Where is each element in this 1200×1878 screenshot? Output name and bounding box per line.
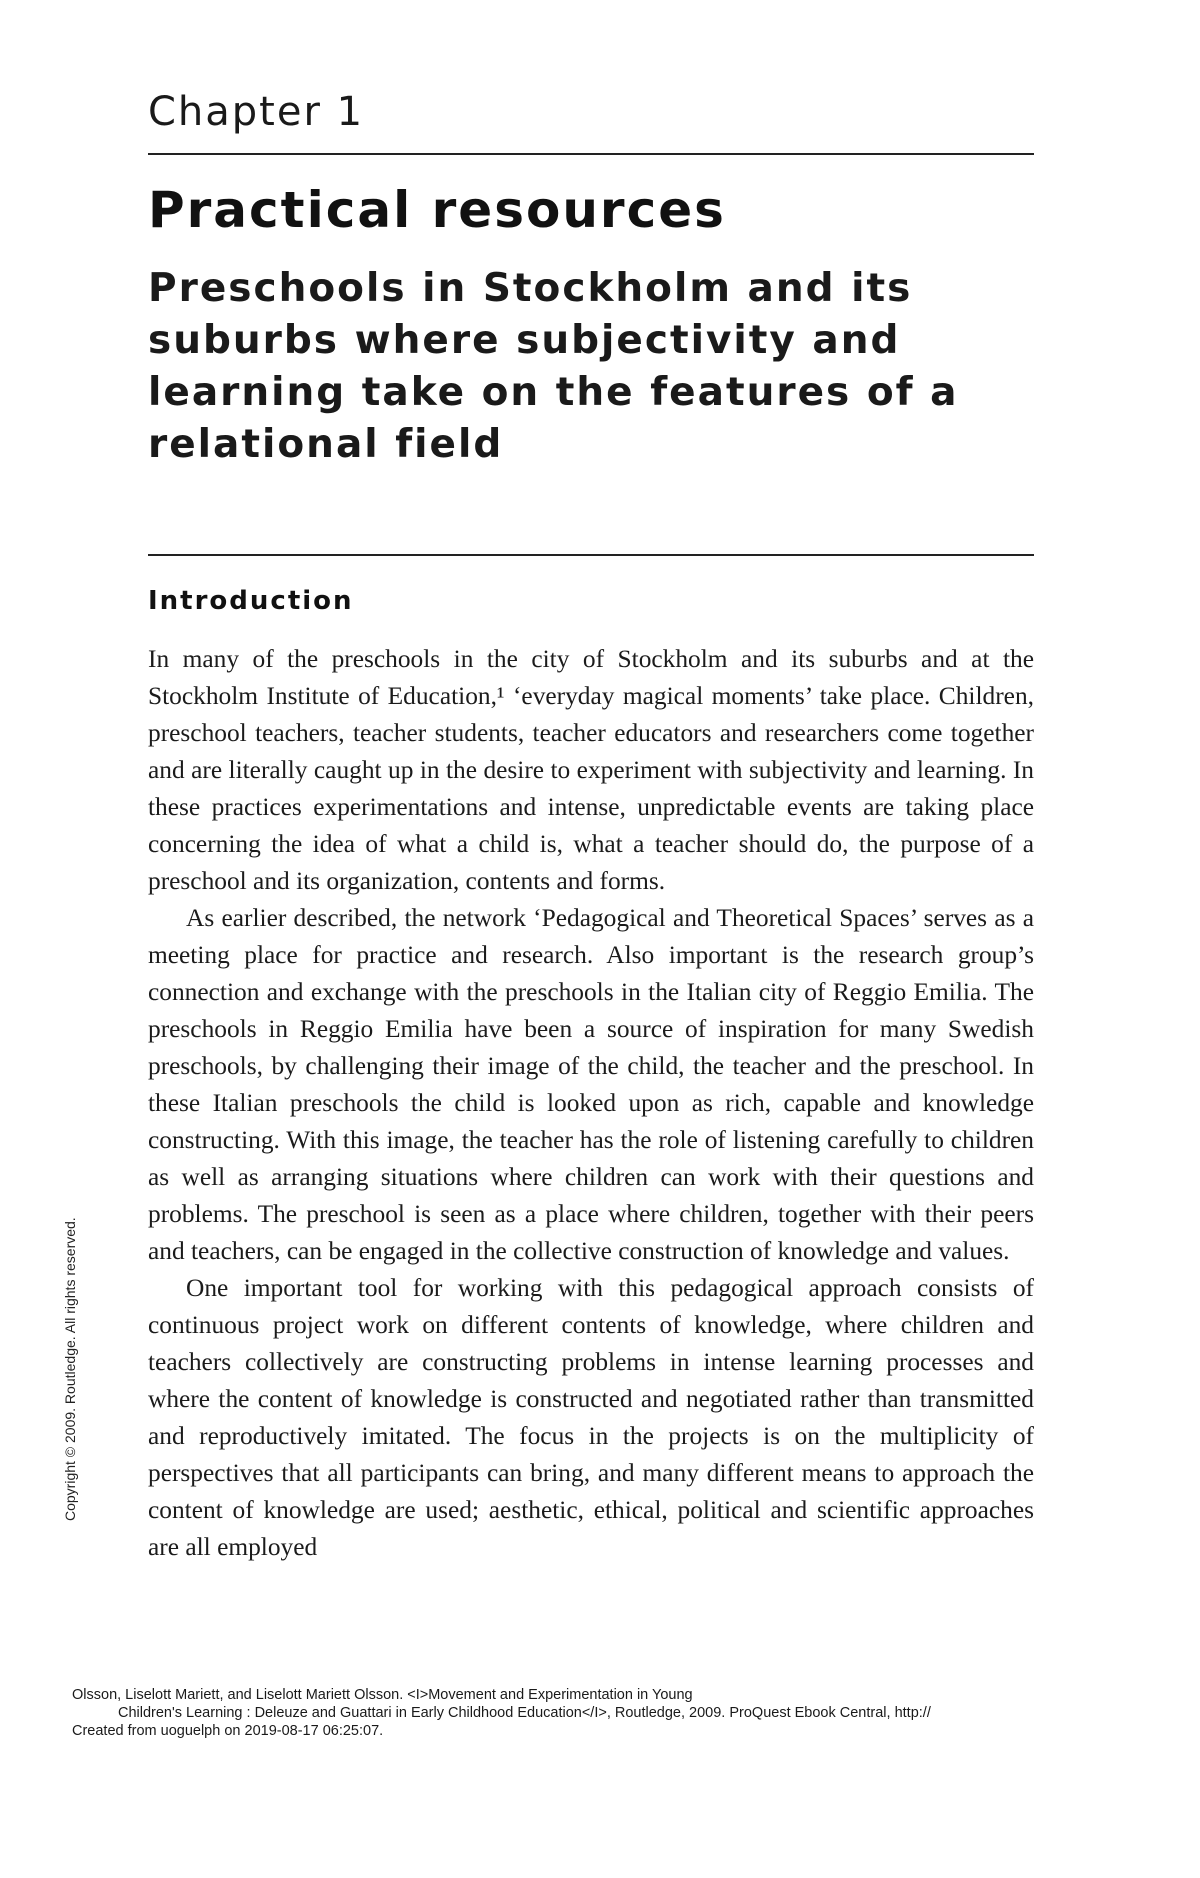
citation-footer xyxy=(72,1686,1182,1740)
body-text xyxy=(148,641,1034,1566)
top-rule xyxy=(148,153,1034,155)
section-heading: Introduction xyxy=(148,586,354,616)
paragraph: In many of the preschools in the city of Stockholm and its suburbs and at the Stockholm Institute of Education,¹ ‘everyday magical moments’ take place. Children, preschool teachers, teacher students, teacher educators and researchers come together and are literally caught up in the desire to experiment with subjectivity and learning. In these practices experimentations and intense, unpredictable events are taking place concerning the idea of what a child is, what a teacher should do, the purpose of a preschool and its organization, contents and forms. xyxy=(148,645,1034,895)
section-rule xyxy=(148,554,1034,556)
citation-created-line: Created from uoguelph on 2019-08-17 06:25:07. xyxy=(72,1723,384,1739)
paragraph: As earlier described, the network ‘Pedagogical and Theoretical Spaces’ serves as a meeting place for practice and research. Also important is the research group’s connection and exchange with the preschools in the Italian city of Reggio Emilia. The preschools in Reggio Emilia have been a source of inspiration for many Swedish preschools, by challenging their image of the child, the teacher and the preschool. In these Italian preschools the child is looked upon as rich, capable and knowledge constructing. With this image, the teacher has the role of listening carefully to children as well as arranging situations where children can work with their questions and problems. The preschool is seen as a place where children, together with their peers and teachers, can be engaged in the collective construction of knowledge and values. xyxy=(148,904,1034,1265)
chapter-subtitle: Preschools in Stockholm and its suburbs where subjectivity and learning take on the features of a relational field xyxy=(148,266,959,467)
chapter-label: Chapter 1 xyxy=(148,89,365,135)
chapter-title: Practical resources xyxy=(148,181,726,239)
paragraph: One important tool for working with this pedagogical approach consists of continuous project work on different contents of knowledge, where children and teachers collectively are constructing problems in intense learning processes and where the content of knowledge is constructed and negotiated rather than transmitted and reproductively imitated. The focus in the projects is on the multiplicity of perspectives that all participants can bring, and many different means to approach the content of knowledge are used; aesthetic, ethical, political and scientific approaches are all employed xyxy=(148,1274,1034,1561)
citation-line: Olsson, Liselott Mariett, and Liselott Mariett Olsson. <I>Movement and Experimentation in Young xyxy=(72,1687,693,1703)
copyright-margin-note: Copyright © 2009. Routledge. All rights reserved. xyxy=(62,1217,78,1521)
citation-line: Children's Learning : Deleuze and Guattari in Early Childhood Education</I>, Routledge, 2009. ProQuest Ebook Central, http:// xyxy=(118,1705,931,1721)
